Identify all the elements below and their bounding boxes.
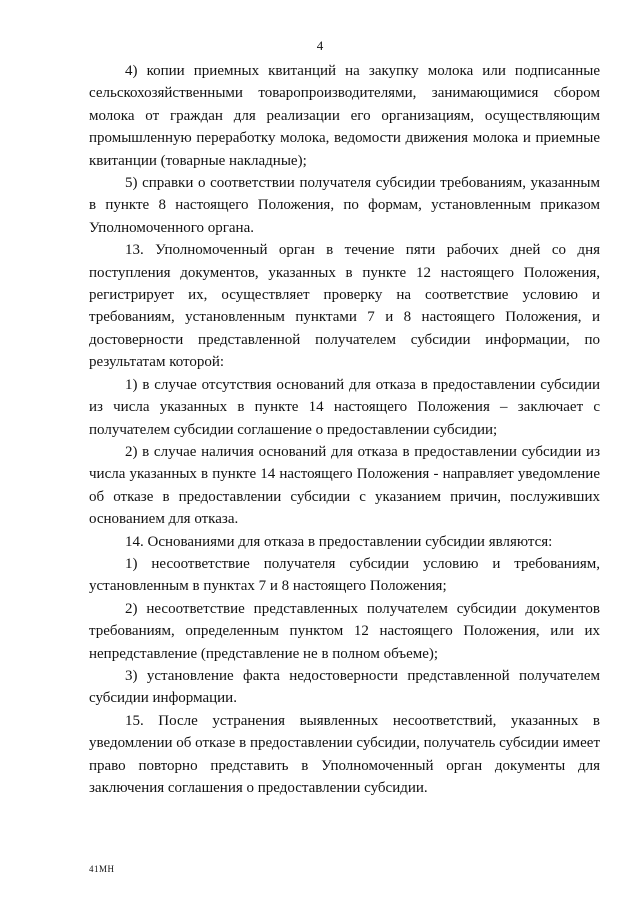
- paragraph-item-5-certificates: 5) справки о соответствии получателя субсидии требованиям, указанным в пункте 8 настоящего Положения, по формам, установленным приказом Уполномоченного органа.: [89, 175, 600, 236]
- page-number: 4: [316, 38, 324, 53]
- paragraph-clause-13: 13. Уполномоченный орган в течение пяти рабочих дней со дня поступления документов, указанных в пункте 12 настоящего Положения, регистрирует их, осуществляет проверку на соответствие условию и требованиям, установленным пунктами 7 и 8 настоящего Положения, и достоверности представленной получателем субсидии информации, по результатам которой:: [89, 242, 600, 371]
- footer-document-code: 41МН: [89, 864, 115, 874]
- paragraph-clause-14-item-3: 3) установление факта недостоверности представленной получателем субсидии информации.: [89, 667, 600, 707]
- paragraph-clause-14: 14. Основаниями для отказа в предоставлении субсидии являются:: [125, 533, 553, 550]
- paragraph-item-4-copies: 4) копии приемных квитанций на закупку молока или подписанные сельскохозяйственными товаропроизводителями, занимающимися сбором молока от граждан для реализации его организациям, осуществляющим промышленную переработку молока, ведомости движения молока и приемные квитанции (товарные накладные);: [89, 63, 600, 169]
- paragraph-clause-14-item-1: 1) несоответствие получателя субсидии условию и требованиям, установленным в пунктах 7 и 8 настоящего Положения;: [89, 555, 600, 595]
- paragraph-clause-13-item-2: 2) в случае наличия оснований для отказа в предоставлении субсидии из числа указанных в пункте 14 настоящего Положения - направляет уведомление об отказе в предоставлении субсидии с указанием причин, послуживших основанием для отказа.: [89, 443, 600, 528]
- paragraph-clause-13-item-1: 1) в случае отсутствия оснований для отказа в предоставлении субсидии из числа указанных в пункте 14 настоящего Положения – заключает с получателем субсидии соглашение о предоставлении субсидии;: [89, 376, 600, 438]
- paragraph-clause-14-item-2: 2) несоответствие представленных получателем субсидии документов требованиям, определенным пунктом 12 настоящего Положения, или их непредставление (представление не в полном объеме);: [89, 600, 600, 662]
- paragraph-clause-15: 15. После устранения выявленных несоответствий, указанных в уведомлении об отказе в предоставлении субсидии, получатель субсидии имеет право повторно представить в Уполномоченный орган документы для заключения соглашения о предоставлении субсидии.: [89, 712, 600, 796]
- document-body: [89, 60, 600, 799]
